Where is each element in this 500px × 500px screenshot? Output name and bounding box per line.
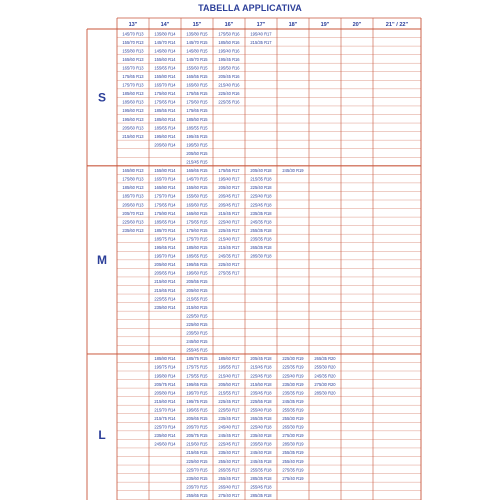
size-cell: 165/70 R14: [154, 176, 176, 182]
size-cell: 205/60 R15: [186, 287, 208, 293]
size-cell: 195/45 R15: [186, 133, 208, 139]
size-cell: 165/60 R15: [186, 202, 208, 208]
size-cell: 205/50 R15: [186, 150, 208, 156]
size-cell: 245/60 R14: [154, 441, 176, 447]
column-header: 16": [224, 22, 234, 28]
size-cell: 265/35 R17: [218, 467, 240, 473]
size-cell: 175/80 R13: [122, 176, 144, 182]
size-cell: 245/35 R20: [314, 373, 336, 379]
size-cell: 265/35 R18: [250, 416, 272, 421]
size-cell: 245/40 R18: [250, 450, 272, 456]
size-cell: 155/80 R14: [154, 168, 176, 174]
size-cell: 255/35 R18: [250, 467, 272, 473]
size-cell: 205/45 R17: [218, 193, 240, 199]
size-cell: 215/45 R15: [186, 159, 208, 165]
size-cell: 235/60 R15: [186, 475, 208, 481]
size-cell: 195/70 R15: [186, 390, 208, 396]
size-cell: 195/65 R15: [186, 381, 208, 387]
size-cell: 135/80 R15: [186, 31, 208, 37]
size-cell: 215/60 R15: [186, 304, 208, 310]
size-cell: 225/45 R17: [218, 398, 240, 404]
size-cell: 185/75 R15: [186, 356, 208, 362]
column-header: 21" / 22": [385, 22, 409, 28]
size-cell: 285/35 R18: [250, 492, 272, 498]
size-cell: 165/60 R15: [186, 82, 208, 88]
column-header: 19": [320, 22, 330, 28]
size-cell: 175/65 R13: [122, 74, 144, 79]
size-cell: 225/60 R13: [122, 219, 144, 225]
size-cell: 225/40 R17: [218, 262, 240, 268]
size-cell: 215/65 R15: [186, 450, 208, 456]
size-cell: 185/65 R14: [154, 219, 176, 225]
size-cell: 235/40 R17: [218, 450, 240, 456]
size-cell: 255/35 R19: [282, 450, 304, 456]
size-cell: 215/60 R15: [186, 441, 208, 447]
size-cell: 225/45 R18: [250, 373, 272, 379]
group-label-l: L: [98, 428, 106, 443]
size-cell: 225/40 R17: [218, 219, 240, 225]
size-cell: 155/65 R14: [154, 65, 176, 71]
size-cell: 195/45 R16: [218, 56, 240, 62]
size-cell: 205/40 R17: [218, 185, 240, 191]
size-cell: 195/65 R14: [154, 245, 176, 250]
size-cell: 155/60 R15: [186, 185, 208, 191]
size-cell: 215/50 R18: [250, 381, 272, 387]
size-cell: 235/60 R14: [154, 433, 176, 439]
size-cell: 195/50 R16: [218, 65, 240, 71]
size-cell: 175/55 R15: [186, 373, 208, 379]
size-cell: 285/30 R20: [314, 390, 336, 396]
size-cell: 225/30 R19: [282, 356, 304, 362]
size-cell: 235/50 R18: [250, 441, 272, 447]
size-cell: 175/60 R15: [186, 227, 208, 233]
size-cell: 235/45 R18: [250, 390, 272, 396]
size-cell: 235/50 R15: [186, 330, 208, 336]
column-header: 18": [288, 22, 298, 28]
size-cell: 145/70 R15: [186, 176, 208, 182]
size-cell: 175/70 R14: [154, 193, 176, 199]
size-cell: 175/65 R15: [186, 219, 208, 225]
size-cell: 175/70 R13: [122, 82, 144, 88]
size-cell: 175/70 R15: [186, 236, 208, 242]
size-cell: 175/65 R15: [186, 108, 208, 114]
size-cell: 245/40 R17: [218, 424, 240, 430]
size-cell: 195/55 R15: [186, 262, 208, 268]
size-cell: 245/45 R17: [218, 433, 240, 439]
size-cell: 145/80 R14: [154, 48, 176, 54]
size-cell: 185/50 R15: [186, 116, 208, 122]
size-cell: 165/60 R13: [122, 56, 144, 62]
size-cell: 205/45 R16: [218, 74, 240, 79]
column-header: 17": [256, 22, 266, 28]
size-cell: 185/70 R14: [154, 227, 176, 233]
size-cell: 155/60 R14: [154, 56, 176, 62]
size-cell: 185/60 R17: [218, 356, 240, 362]
size-cell: 245/50 R15: [186, 339, 208, 345]
size-cell: 185/60 R13: [122, 91, 144, 97]
column-header: 14": [160, 22, 170, 28]
size-cell: 225/45 R18: [250, 202, 272, 208]
group-label-s: S: [97, 90, 107, 105]
size-cell: 245/45 R18: [250, 458, 272, 464]
size-cell: 185/60 R13: [122, 99, 144, 105]
size-cell: 225/40 R16: [218, 91, 240, 97]
size-cell: 185/70 R13: [122, 193, 144, 199]
size-cell: 285/30 R18: [250, 253, 272, 259]
size-cell: 275/40 R19: [282, 475, 304, 481]
size-cell: 225/50 R17: [218, 407, 240, 413]
size-cell: 205/60 R13: [122, 202, 144, 208]
size-cell: 215/45 R17: [218, 210, 240, 216]
size-cell: 205/75 R14: [154, 381, 176, 387]
size-cell: 215/65 R15: [186, 296, 208, 302]
size-cell: 195/55 R17: [218, 364, 240, 370]
page-title: TABELLA APPLICATIVA: [198, 3, 302, 13]
size-cell: 175/75 R15: [186, 364, 208, 370]
column-header: 15": [192, 22, 202, 28]
size-cell: 185/65 R15: [186, 253, 208, 259]
size-cell: 145/70 R15: [186, 56, 208, 62]
size-cell: 165/65 R15: [186, 168, 208, 174]
size-cell: 215/70 R14: [154, 407, 176, 413]
size-cell: 235/45 R17: [218, 416, 240, 421]
size-cell: 265/40 R17: [218, 484, 240, 490]
size-cell: 225/40 R18: [250, 193, 272, 199]
size-cell: 165/60 R15: [186, 210, 208, 216]
size-cell: 175/55 R17: [218, 168, 240, 174]
size-cell: 195/80 R14: [154, 373, 176, 379]
size-cell: 205/55 R15: [186, 279, 208, 285]
size-cell: 275/40 R17: [218, 492, 240, 498]
size-cell: 155/80 R14: [154, 74, 176, 79]
size-cell: 235/40 R18: [250, 433, 272, 439]
size-cell: 135/80 R14: [154, 31, 176, 37]
size-cell: 255/35 R18: [250, 227, 272, 233]
size-cell: 175/80 R14: [154, 210, 176, 216]
size-cell: 165/55 R15: [186, 74, 208, 79]
size-cell: 205/40 R18: [250, 168, 272, 174]
size-cell: 205/50 R17: [218, 381, 240, 387]
size-cell: 195/75 R15: [186, 398, 208, 404]
size-cell: 205/60 R14: [154, 142, 176, 148]
size-cell: 185/65 R14: [154, 125, 176, 131]
size-cell: 225/60 R15: [186, 321, 208, 327]
size-cell: 185/75 R14: [154, 236, 176, 242]
size-cell: 215/45 R17: [218, 245, 240, 250]
size-cell: 195/60 R13: [122, 116, 144, 122]
size-cell: 225/60 R15: [186, 458, 208, 464]
size-cell: 275/30 R20: [314, 381, 336, 387]
size-cell: 185/80 R14: [154, 356, 176, 362]
size-cell: 225/45 R17: [218, 441, 240, 447]
size-cell: 185/60 R14: [154, 116, 176, 122]
size-cell: 145/70 R15: [186, 39, 208, 45]
size-cell: 215/40 R17: [218, 373, 240, 379]
size-cell: 165/80 R14: [154, 185, 176, 191]
size-cell: 195/40 R17: [250, 31, 272, 37]
size-cell: 195/60 R13: [122, 108, 144, 114]
size-cell: 245/35 R18: [250, 219, 272, 225]
size-cell: 285/35 R18: [250, 475, 272, 481]
size-cell: 265/30 R19: [282, 424, 304, 430]
size-cell: 235/35 R18: [250, 210, 272, 216]
size-cell: 215/35 R18: [250, 176, 272, 182]
size-cell: 225/40 R19: [282, 373, 304, 379]
size-cell: 175/60 R14: [154, 91, 176, 97]
column-header: 13": [128, 22, 138, 28]
size-cell: 195/60 R14: [154, 133, 176, 139]
size-cell: 205/45 R18: [250, 356, 272, 362]
size-cell: 245/35 R17: [218, 253, 240, 259]
size-cell: 255/30 R20: [314, 364, 336, 370]
size-cell: 215/75 R14: [154, 416, 176, 421]
size-cell: 195/40 R17: [218, 176, 240, 182]
size-cell: 215/60 R14: [154, 398, 176, 404]
size-cell: 195/70 R14: [154, 253, 176, 259]
size-cell: 225/40 R18: [250, 424, 272, 430]
size-cell: 225/55 R18: [250, 398, 272, 404]
size-cell: 225/70 R15: [186, 467, 208, 473]
size-cell: 155/70 R13: [122, 39, 144, 45]
size-cell: 205/70 R13: [122, 210, 144, 216]
size-cell: 175/65 R14: [154, 99, 176, 105]
size-cell: 185/55 R14: [154, 108, 176, 114]
size-cell: 145/80 R15: [186, 48, 208, 54]
size-cell: 215/40 R16: [218, 82, 240, 88]
size-cell: 165/70 R14: [154, 82, 176, 88]
size-cell: 235/60 R14: [154, 304, 176, 310]
size-cell: 265/35 R18: [250, 245, 272, 250]
size-cell: 225/45 R17: [218, 227, 240, 233]
size-cell: 255/45 R17: [218, 475, 240, 481]
size-cell: 235/70 R15: [186, 484, 208, 490]
size-cell: 255/35 R19: [282, 407, 304, 413]
size-cell: 145/70 R13: [122, 31, 144, 37]
size-cell: 245/35 R19: [282, 398, 304, 404]
size-cell: 155/60 R15: [186, 193, 208, 199]
size-cell: 195/50 R15: [186, 142, 208, 148]
size-cell: 255/40 R18: [250, 407, 272, 413]
size-cell: 175/50 R16: [218, 31, 240, 37]
size-cell: 205/60 R13: [122, 125, 144, 131]
size-cell: 145/70 R14: [154, 39, 176, 45]
size-cell: 215/55 R17: [218, 390, 240, 396]
size-cell: 195/60 R15: [186, 270, 208, 276]
size-cell: 265/35 R20: [314, 356, 336, 362]
size-cell: 215/35 R17: [250, 39, 272, 45]
size-cell: 195/75 R14: [154, 364, 176, 370]
size-cell: 205/60 R14: [154, 262, 176, 268]
size-cell: 255/45 R18: [250, 484, 272, 490]
size-cell: 215/65 R14: [154, 287, 176, 293]
size-cell: 225/55 R14: [154, 296, 176, 302]
size-cell: 255/30 R19: [282, 416, 304, 421]
size-cell: 205/65 R15: [186, 416, 208, 421]
size-cell: 205/75 R15: [186, 433, 208, 439]
size-cell: 285/30 R19: [282, 441, 304, 447]
size-cell: 205/65 R14: [154, 270, 176, 276]
size-cell: 275/35 R19: [282, 467, 304, 473]
size-cell: 235/35 R19: [282, 390, 304, 396]
size-cell: 185/50 R16: [218, 39, 240, 45]
size-cell: 225/35 R19: [282, 364, 304, 370]
size-cell: 245/30 R19: [282, 168, 304, 174]
size-cell: 235/60 R13: [122, 227, 144, 233]
column-header: 20": [352, 22, 362, 28]
size-cell: 235/35 R18: [250, 236, 272, 242]
size-cell: 185/60 R15: [186, 245, 208, 250]
size-cell: 235/30 R19: [282, 381, 304, 387]
size-cell: 195/65 R15: [186, 407, 208, 413]
group-label-m: M: [97, 252, 107, 267]
size-cell: 205/45 R17: [218, 202, 240, 208]
size-cell: 165/70 R13: [122, 65, 144, 71]
size-cell: 255/45 R15: [186, 347, 208, 353]
size-cell: 215/60 R14: [154, 279, 176, 285]
size-cell: 195/40 R16: [218, 48, 240, 54]
size-cell: 155/60 R15: [186, 65, 208, 71]
size-cell: 205/80 R14: [154, 390, 176, 396]
size-cell: 185/55 R15: [186, 125, 208, 131]
size-cell: 225/40 R18: [250, 185, 272, 191]
size-cell: 185/60 R13: [122, 185, 144, 191]
size-cell: 165/80 R13: [122, 168, 144, 174]
size-cell: 175/55 R15: [186, 91, 208, 97]
size-cell: 175/65 R14: [154, 202, 176, 208]
size-cell: 155/80 R13: [122, 48, 144, 54]
size-cell: 255/40 R17: [218, 458, 240, 464]
size-cell: 215/45 R18: [250, 364, 272, 370]
size-cell: 225/70 R14: [154, 424, 176, 430]
size-cell: 215/60 R13: [122, 133, 144, 139]
size-cell: 255/40 R19: [282, 458, 304, 464]
size-cell: 225/50 R15: [186, 313, 208, 319]
size-cell: 255/65 R15: [186, 492, 208, 498]
size-cell: 205/70 R15: [186, 424, 208, 430]
size-cell: 275/30 R19: [282, 433, 304, 439]
size-cell: 175/60 R15: [186, 99, 208, 105]
size-cell: 275/35 R17: [218, 270, 240, 276]
size-cell: 225/35 R16: [218, 99, 240, 105]
size-cell: 215/40 R17: [218, 236, 240, 242]
